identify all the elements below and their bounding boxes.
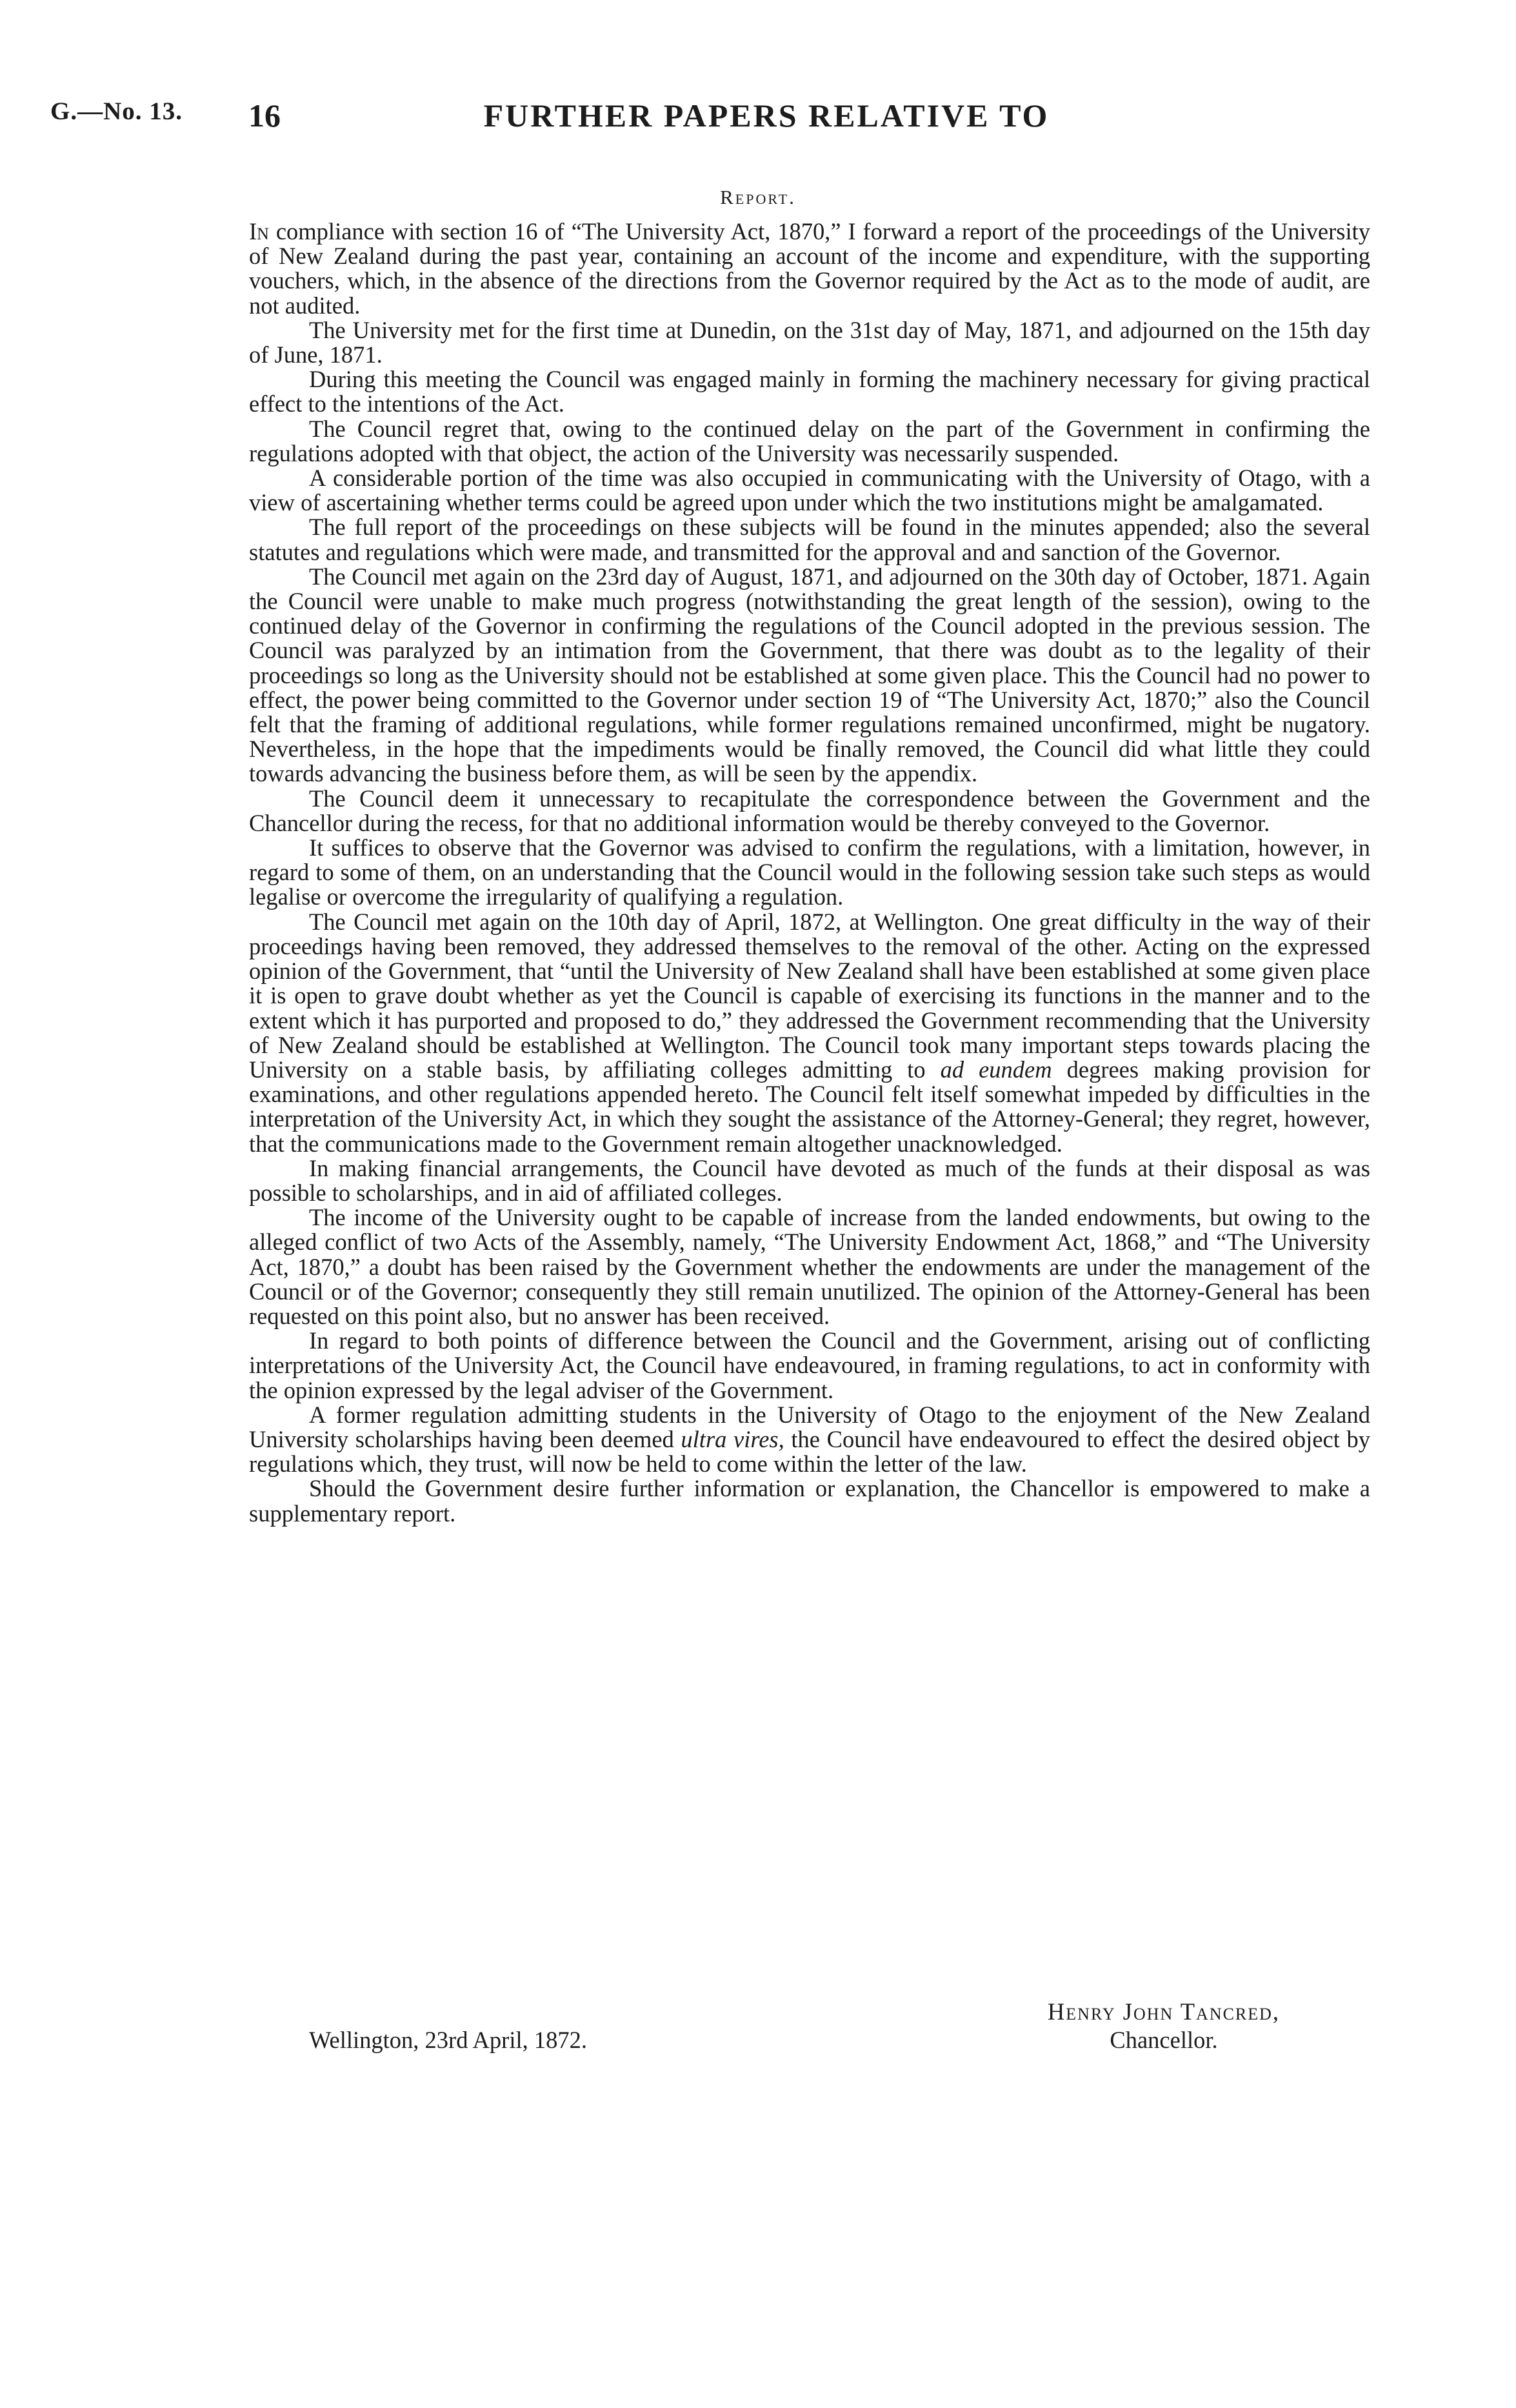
paragraph-3: During this meeting the Council was engaged mainly in forming the machinery necessary for giving practical effect to the intentions of the Act. — [249, 366, 1370, 417]
paragraph-15: Should the Government desire further information or explanation, the Chancellor is empowered to make a supplementary report. — [249, 1475, 1370, 1527]
paragraph-10-text-a: The Council met again on the 10th day of April, 1872, at Wellington. One great difficulty in the way of their proceedings having been removed, they addressed themselves to the removal of the other. Acting on the expressed opinion of the Government, that “until the University of New Zealand shall have been established at some given place it is open to grave doubt whether as yet the Council is capable of exercising its functions in the manner and to the extent which it has purported and proposed to do,” they addressed the Government recommending that the University of New Zealand should be established at Wellington. The Council took many important steps towards placing the University on a stable basis, by affiliating colleges admitting to — [249, 908, 1370, 1083]
signature-block — [249, 1998, 1370, 2056]
document-reference: G.—No. 13. — [50, 97, 183, 125]
page-number: 16 — [248, 97, 281, 134]
paragraph-2: The University met for the first time at Dunedin, on the 31st day of May, 1871, and adjourned on the 15th day of June, 1871. — [249, 316, 1370, 368]
place-and-date: Wellington, 23rd April, 1872. — [309, 2027, 587, 2053]
paragraph-10 — [249, 910, 1370, 1156]
report-body — [249, 219, 1370, 1526]
ad-eundem-term: ad eundem — [940, 1056, 1052, 1083]
paragraph-14-text-b: the Council have endeavoured to effect the desired object by regulations which, they trust, will now be held to come within the letter of the law. — [249, 1425, 1370, 1478]
paragraph-4: The Council regret that, owing to the continued delay on the part of the Government in confirming the regulations adopted with that object, the action of the University was necessarily suspended. — [249, 415, 1370, 467]
paragraph-14-text-a: A former regulation admitting students in the University of Otago to the enjoyment of the New Zealand University scholarships having been deemed — [249, 1401, 1370, 1452]
paragraph-1-text: compliance with section 16 of “The University Act, 1870,” I forward a report of the proceedings of the University of New Zealand during the past year, containing an account of the income and expenditure, with the supporting vouchers, which, in the absence of the directions from the Governor required by the Act as to the mode of audit, are not audited. — [249, 218, 1370, 319]
paragraph-10-text-b: degrees making provision for examinations, and other regulations appended hereto. The Council felt itself somewhat impeded by difficulties in the interpretation of the University Act, in which they sought the assistance of the Attorney-General; they regret, however, that the communications made to the Government remain altogether unacknowledged. — [249, 1056, 1370, 1157]
paragraph-1 — [249, 219, 1370, 318]
signatory-title: Chancellor. — [1110, 2027, 1218, 2053]
paragraph-6: The full report of the proceedings on these subjects will be found in the minutes appended; also the several statutes and regulations which were made, and transmitted for the approval and and sanction of the Governor. — [249, 514, 1370, 565]
paragraph-12: The income of the University ought to be capable of increase from the landed endowments, but owing to the alleged conflict of two Acts of the Assembly, namely, “The University Endowment Act, 1868,” and “The University Act, 1870,” a doubt has been raised by the Government whether the endowments are under the management of the Council or of the Governor; consequently they still remain unutilized. The opinion of the Attorney-General has been requested on this point also, but no answer has been received. — [249, 1204, 1370, 1329]
paragraph-5: A considerable portion of the time was also occupied in communicating with the University of Otago, with a view of ascertaining whether terms could be agreed upon under which the two institutions might be amalgamated. — [249, 465, 1370, 516]
running-header — [50, 97, 1379, 148]
ultra-vires-term: ultra vires, — [681, 1425, 784, 1452]
running-title: FURTHER PAPERS RELATIVE TO — [483, 97, 1050, 134]
paragraph-11: In making financial arrangements, the Council have devoted as much of the funds at their disposal as was possible to scholarships, and in aid of affiliated colleges. — [249, 1154, 1370, 1206]
signatory-name: Henry John Tancred, — [1047, 1998, 1281, 2025]
paragraph-7: The Council met again on the 23rd day of August, 1871, and adjourned on the 30th day of October, 1871. Again the Council were unable to make much progress (notwithstanding the great length of the session), owing to the continued delay of the Governor in confirming the regulations of the Council adopted in the previous session. The Council was paralyzed by an intimation from the Government, that there was doubt as to the legality of their proceedings so long as the University should not be established at some given place. This the Council had no power to effect, the power being committed to the Governor under section 19 of “The University Act, 1870;” also the Council felt that the framing of additional regulations, while former regulations remained unconfirmed, might be nugatory. Nevertheless, in the hope that the impediments would be finally removed, the Council did what little they could towards advancing the business before them, as will be seen by the appendix. — [249, 563, 1370, 787]
paragraph-14 — [249, 1403, 1370, 1477]
paragraph-8: The Council deem it unnecessary to recapitulate the correspondence between the Government and the Chancellor during the recess, for that no additional information would be thereby conveyed to the Governor. — [249, 785, 1370, 836]
paragraph-13: In regard to both points of difference between the Council and the Government, arising out of conflicting interpretations of the University Act, the Council have endeavoured, in framing regulations, to act in conformity with the opinion expressed by the legal adviser of the Government. — [249, 1327, 1370, 1403]
paragraph-9: It suffices to observe that the Governor was advised to confirm the regulations, with a limitation, however, in regard to some of them, on an understanding that the Council would in the following session take such steps as would legalise or overcome the irregularity of qualifying a regulation. — [249, 834, 1370, 910]
report-heading: Report. — [720, 186, 796, 208]
opening-lead: In — [249, 218, 269, 245]
